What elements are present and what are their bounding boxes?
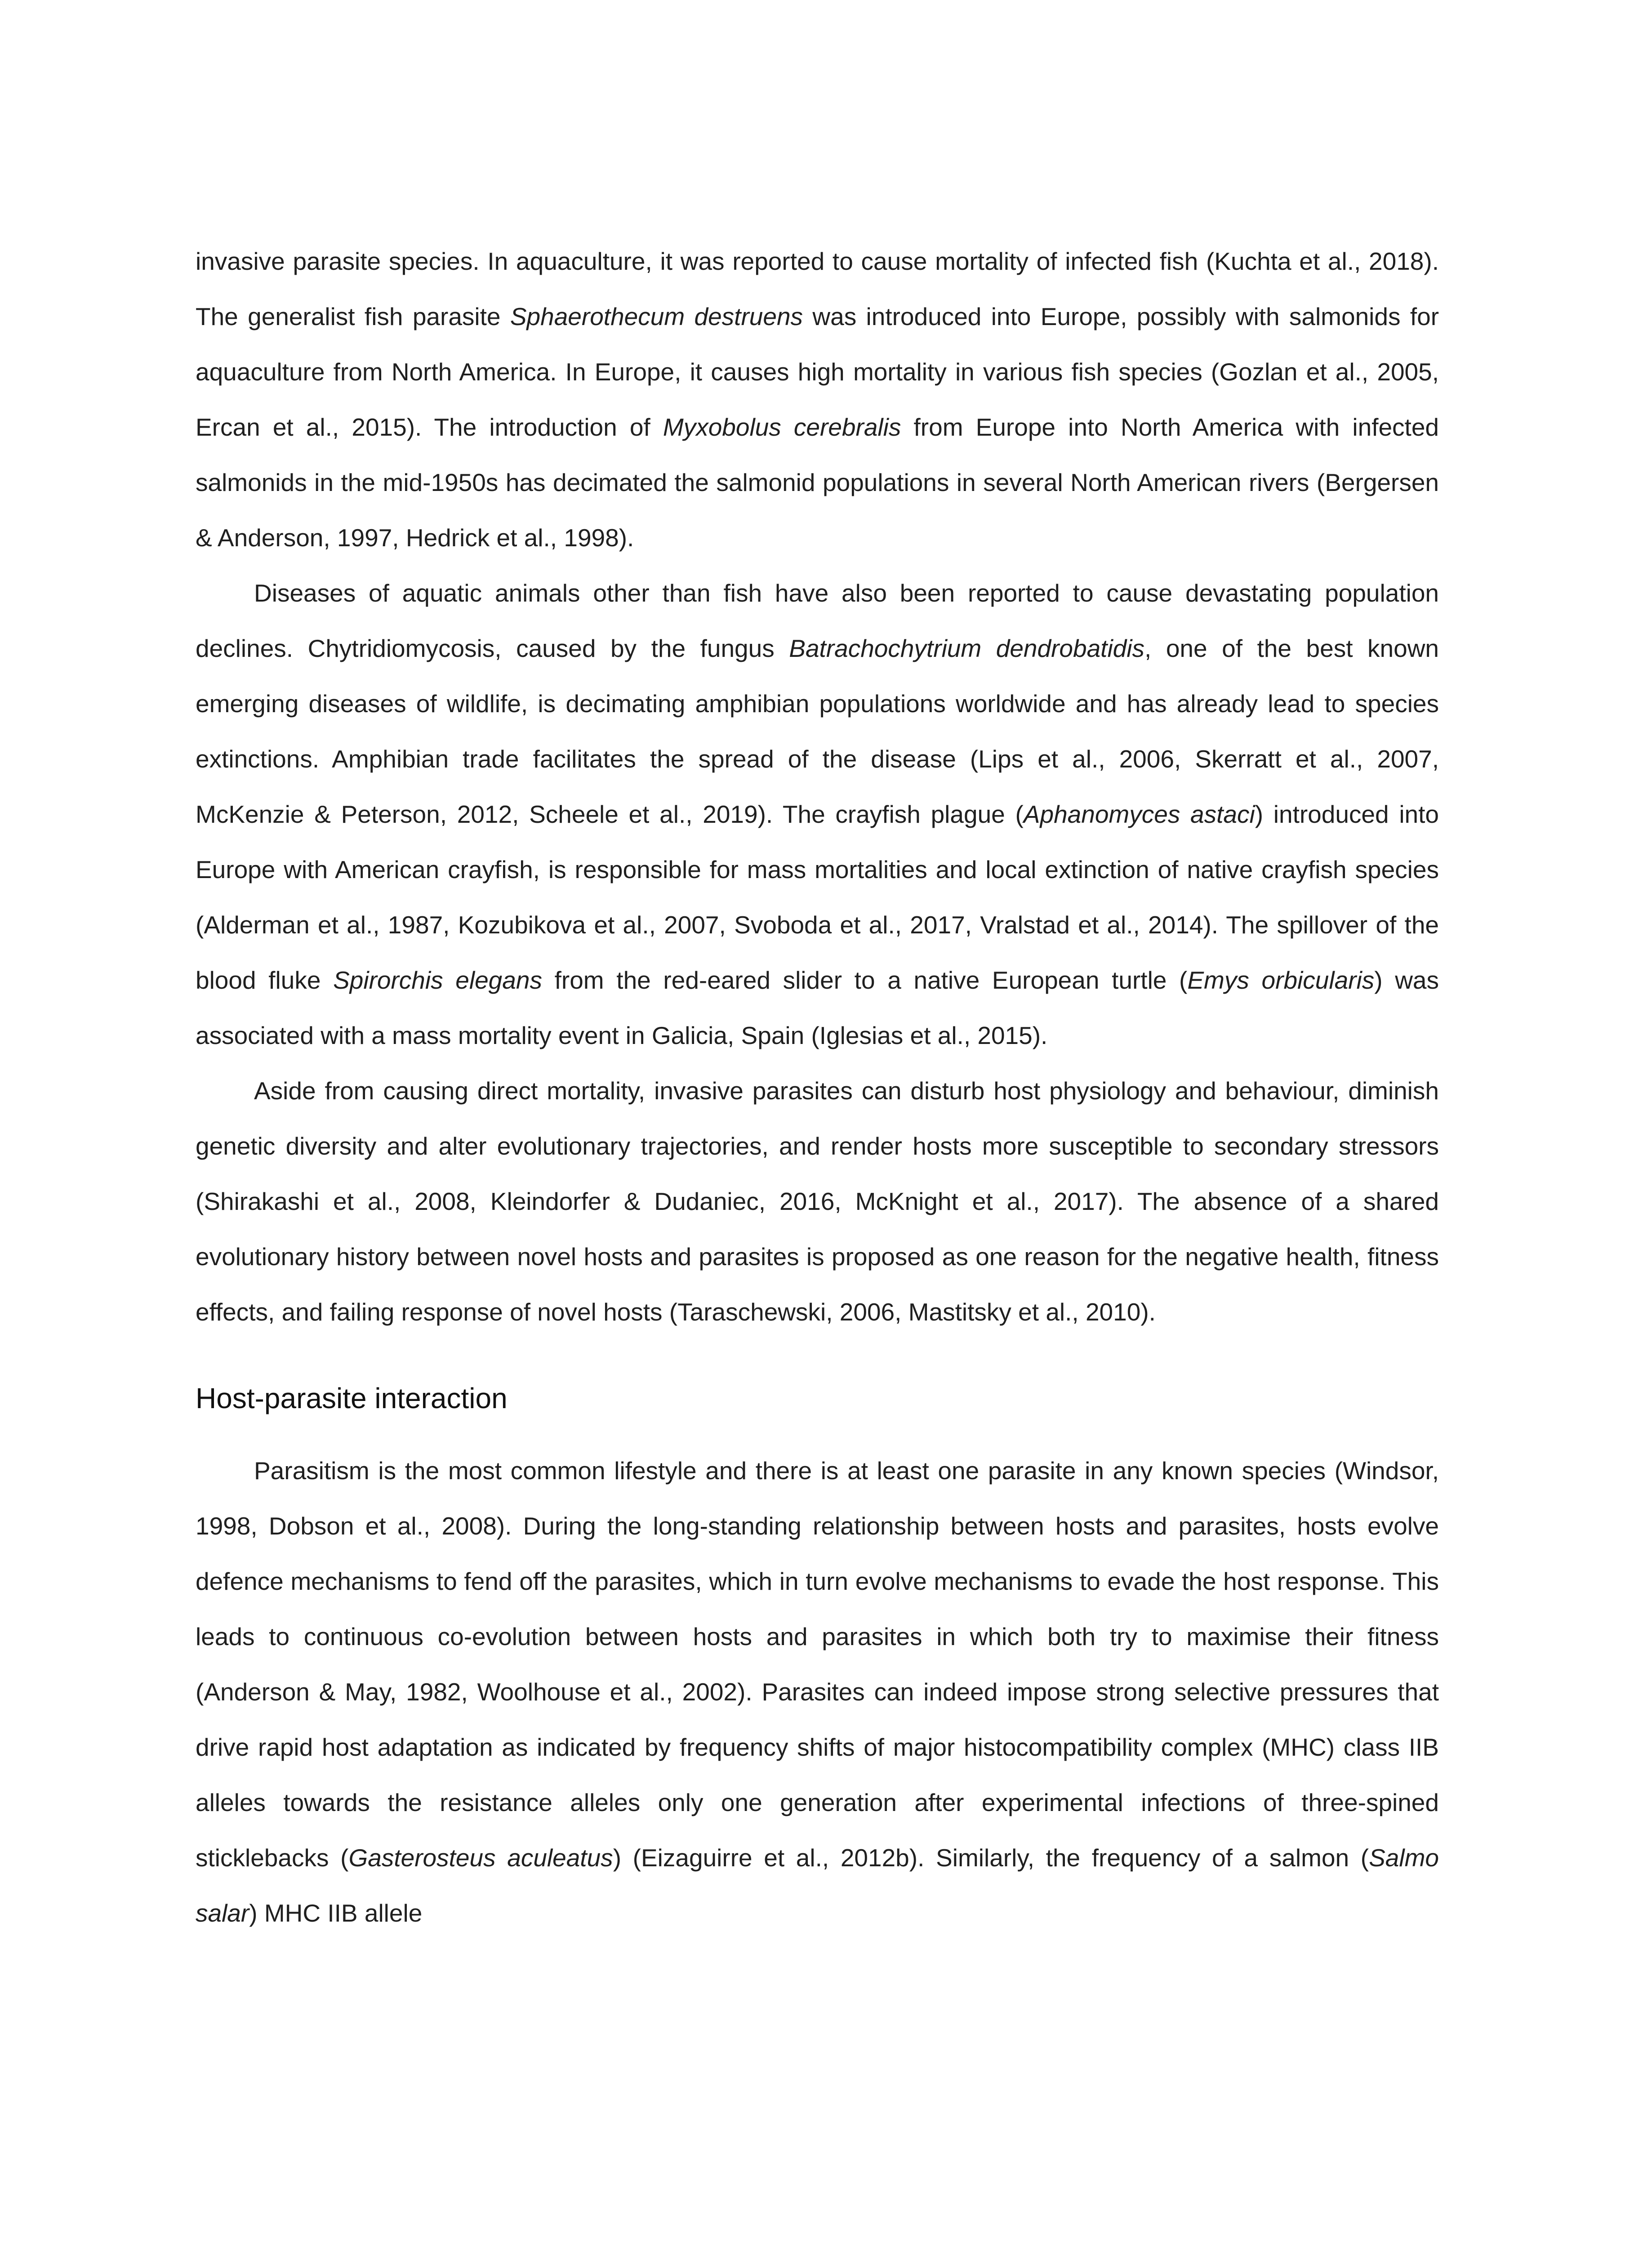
paragraph-parasite-effects xyxy=(196,1063,1439,1340)
paragraph-aquatic-diseases xyxy=(196,566,1439,1063)
text-run: invasive parasite species. In aquaculture, it was reported to cause mortality of infected fish (Kuchta et al., 2018). The generalist fish parasite xyxy=(196,247,1439,330)
text-run: Diseases of aquatic animals other than fish have also been reported to cause devastating population declines. Chytridiomycosis, caused by the fungus xyxy=(196,579,1439,662)
text-run: from Europe into North America with infected salmonids in the mid-1950s has decimated the salmonid populations in several North American rivers (Bergersen & Anderson, 1997, Hedrick et al., 1998). xyxy=(196,413,1439,552)
document-page xyxy=(196,234,1439,1941)
text-run: ) MHC IIB allele xyxy=(249,1899,423,1927)
species-name: Gasterosteus aculeatus xyxy=(348,1844,613,1872)
section-heading: Host-parasite interaction xyxy=(196,1382,508,1414)
species-name: Spirorchis elegans xyxy=(333,966,542,994)
text-run: was introduced into Europe, possibly with salmonids for aquaculture from North America. In Europe, it causes high mortality in various fish species (Gozlan et al., 2005, Ercan et al., 2015). The introduction of xyxy=(196,303,1439,441)
paragraph-invasive-fish-parasites xyxy=(196,234,1439,566)
species-name: Salmo salar xyxy=(196,1844,1439,1927)
text-run: , one of the best known emerging diseases of wildlife, is decimating amphibian populations worldwide and has already lead to species extinctions. Amphibian trade facilitates the spread of the disease (Lips et al., 2006, Skerratt et al., 2007, McKenzie & Peterson, 2012, Scheele et al., 2019). The crayfish plague ( xyxy=(196,634,1439,828)
species-name: Myxobolus cerebralis xyxy=(663,413,901,441)
text-run: ) was associated with a mass mortality event in Galicia, Spain (Iglesias et al., 2015). xyxy=(196,966,1439,1049)
text-run: ) (Eizaguirre et al., 2012b). Similarly, the frequency of a salmon ( xyxy=(613,1844,1369,1872)
species-name: Batrachochytrium dendrobatidis xyxy=(789,634,1144,662)
text-run: ) introduced into Europe with American crayfish, is responsible for mass mortalities and local extinction of native crayfish species (Alderman et al., 1987, Kozubikova et al., 2007, Svoboda et al., 2017, Vralstad et al., 2014). The spillover of the blood fluke xyxy=(196,800,1439,994)
text-run: Aside from causing direct mortality, invasive parasites can disturb host physiology and behaviour, diminish genetic diversity and alter evolutionary trajectories, and render hosts more susceptible to secondary stressors (Shirakashi et al., 2008, Kleindorfer & Dudaniec, 2016, McKnight et al., 2017). The absence of a shared evolutionary history between novel hosts and parasites is proposed as one reason for the negative health, fitness effects, and failing response of novel hosts (Taraschewski, 2006, Mastitsky et al., 2010). xyxy=(196,1077,1439,1326)
species-name: Aphanomyces astaci xyxy=(1023,800,1255,828)
text-run: Parasitism is the most common lifestyle and there is at least one parasite in any known species (Windsor, 1998, Dobson et al., 2008). During the long-standing relationship between hosts and parasites, hosts evolve defence mechanisms to fend off the parasites, which in turn evolve mechanisms to evade the host response. This leads to continuous co-evolution between hosts and parasites in which both try to maximise their fitness (Anderson & May, 1982, Woolhouse et al., 2002). Parasites can indeed impose strong selective pressures that drive rapid host adaptation as indicated by frequency shifts of major histocompatibility complex (MHC) class IIB alleles towards the resistance alleles only one generation after experimental infections of three-spined sticklebacks ( xyxy=(196,1457,1439,1872)
text-run: from the red-eared slider to a native European turtle ( xyxy=(542,966,1188,994)
paragraph-host-parasite-coevolution xyxy=(196,1443,1439,1941)
species-name: Emys orbicularis xyxy=(1187,966,1375,994)
species-name: Sphaerothecum destruens xyxy=(510,303,803,330)
